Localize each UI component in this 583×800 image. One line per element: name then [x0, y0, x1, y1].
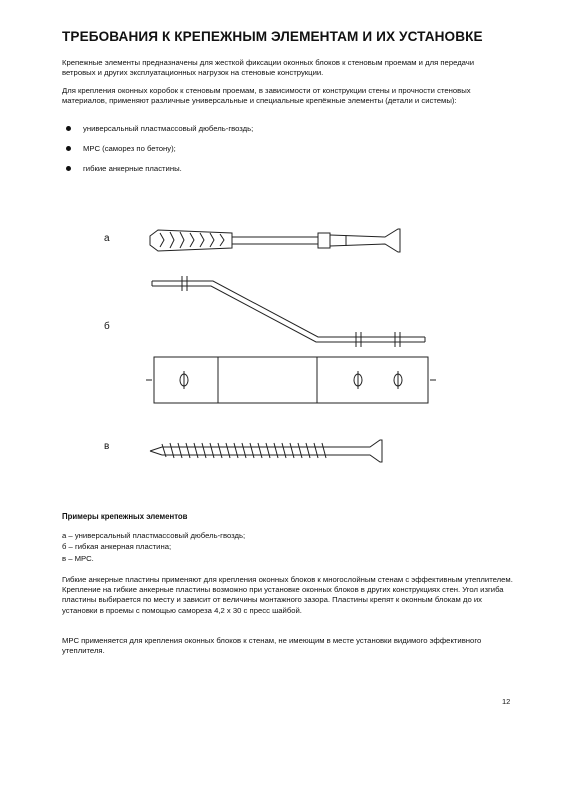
- list-item: универсальный пластмассовый дюбель-гвоздь;: [66, 124, 253, 144]
- anchor-plates-paragraph: Гибкие анкерные пластины применяют для крепления оконных блоков к многослойным стенам с эффективным утеплителем. Крепление на гибкие анкерные пластины возможно при установке оконных блоков в других конструкциях стен. Угол изгиба пластины выбирается по месту и зависит от величины монтажного зазора. Пластины крепят к оконным блокам до их установки в проемы с помощью самореза 4,2 х 30 с пресс шайбой.: [62, 575, 513, 615]
- intro-paragraph: Крепежные элементы предназначены для жесткой фиксации оконных блоков к стеновым проемам и для передачи ветровых и других эксплуатационных нагрузок на стеновые конструкции.: [62, 58, 475, 78]
- concrete-screw-drawing: [150, 440, 382, 462]
- list-item: МРС (саморез по бетону);: [66, 144, 253, 164]
- caption-item: в – МРС.: [62, 553, 94, 563]
- figure-label-a: а: [104, 233, 110, 244]
- fastener-types-paragraph: Для крепления оконных коробок к стеновым проемам, в зависимости от конструкции стены и прочности стеновых материалов, применяют различные универсальные и специальные крепёжные элементы (детали и системы):: [62, 86, 471, 106]
- figure-label-b: б: [104, 321, 110, 332]
- caption-item: б – гибкая анкерная пластина;: [62, 542, 172, 552]
- page-title: ТРЕБОВАНИЯ К КРЕПЕЖНЫМ ЭЛЕМЕНТАМ И ИХ УСТАНОВКЕ: [62, 29, 483, 44]
- mrs-paragraph: МРС применяется для крепления оконных блоков к стенам, не имеющим в месте установки видимого эффективного утеплителя.: [62, 636, 482, 656]
- caption-item: а – универсальный пластмассовый дюбель-гвоздь;: [62, 531, 246, 540]
- anchor-plate-side-drawing: [152, 276, 425, 347]
- anchor-plate-top-drawing: [146, 357, 436, 403]
- figure-caption-title: Примеры крепежных элементов: [62, 512, 188, 521]
- page-number: 12: [502, 697, 511, 706]
- figure-caption-list: [62, 530, 245, 564]
- list-item: гибкие анкерные пластины.: [66, 164, 253, 184]
- dowel-nail-drawing: [150, 229, 400, 252]
- figure-label-v: в: [104, 441, 110, 452]
